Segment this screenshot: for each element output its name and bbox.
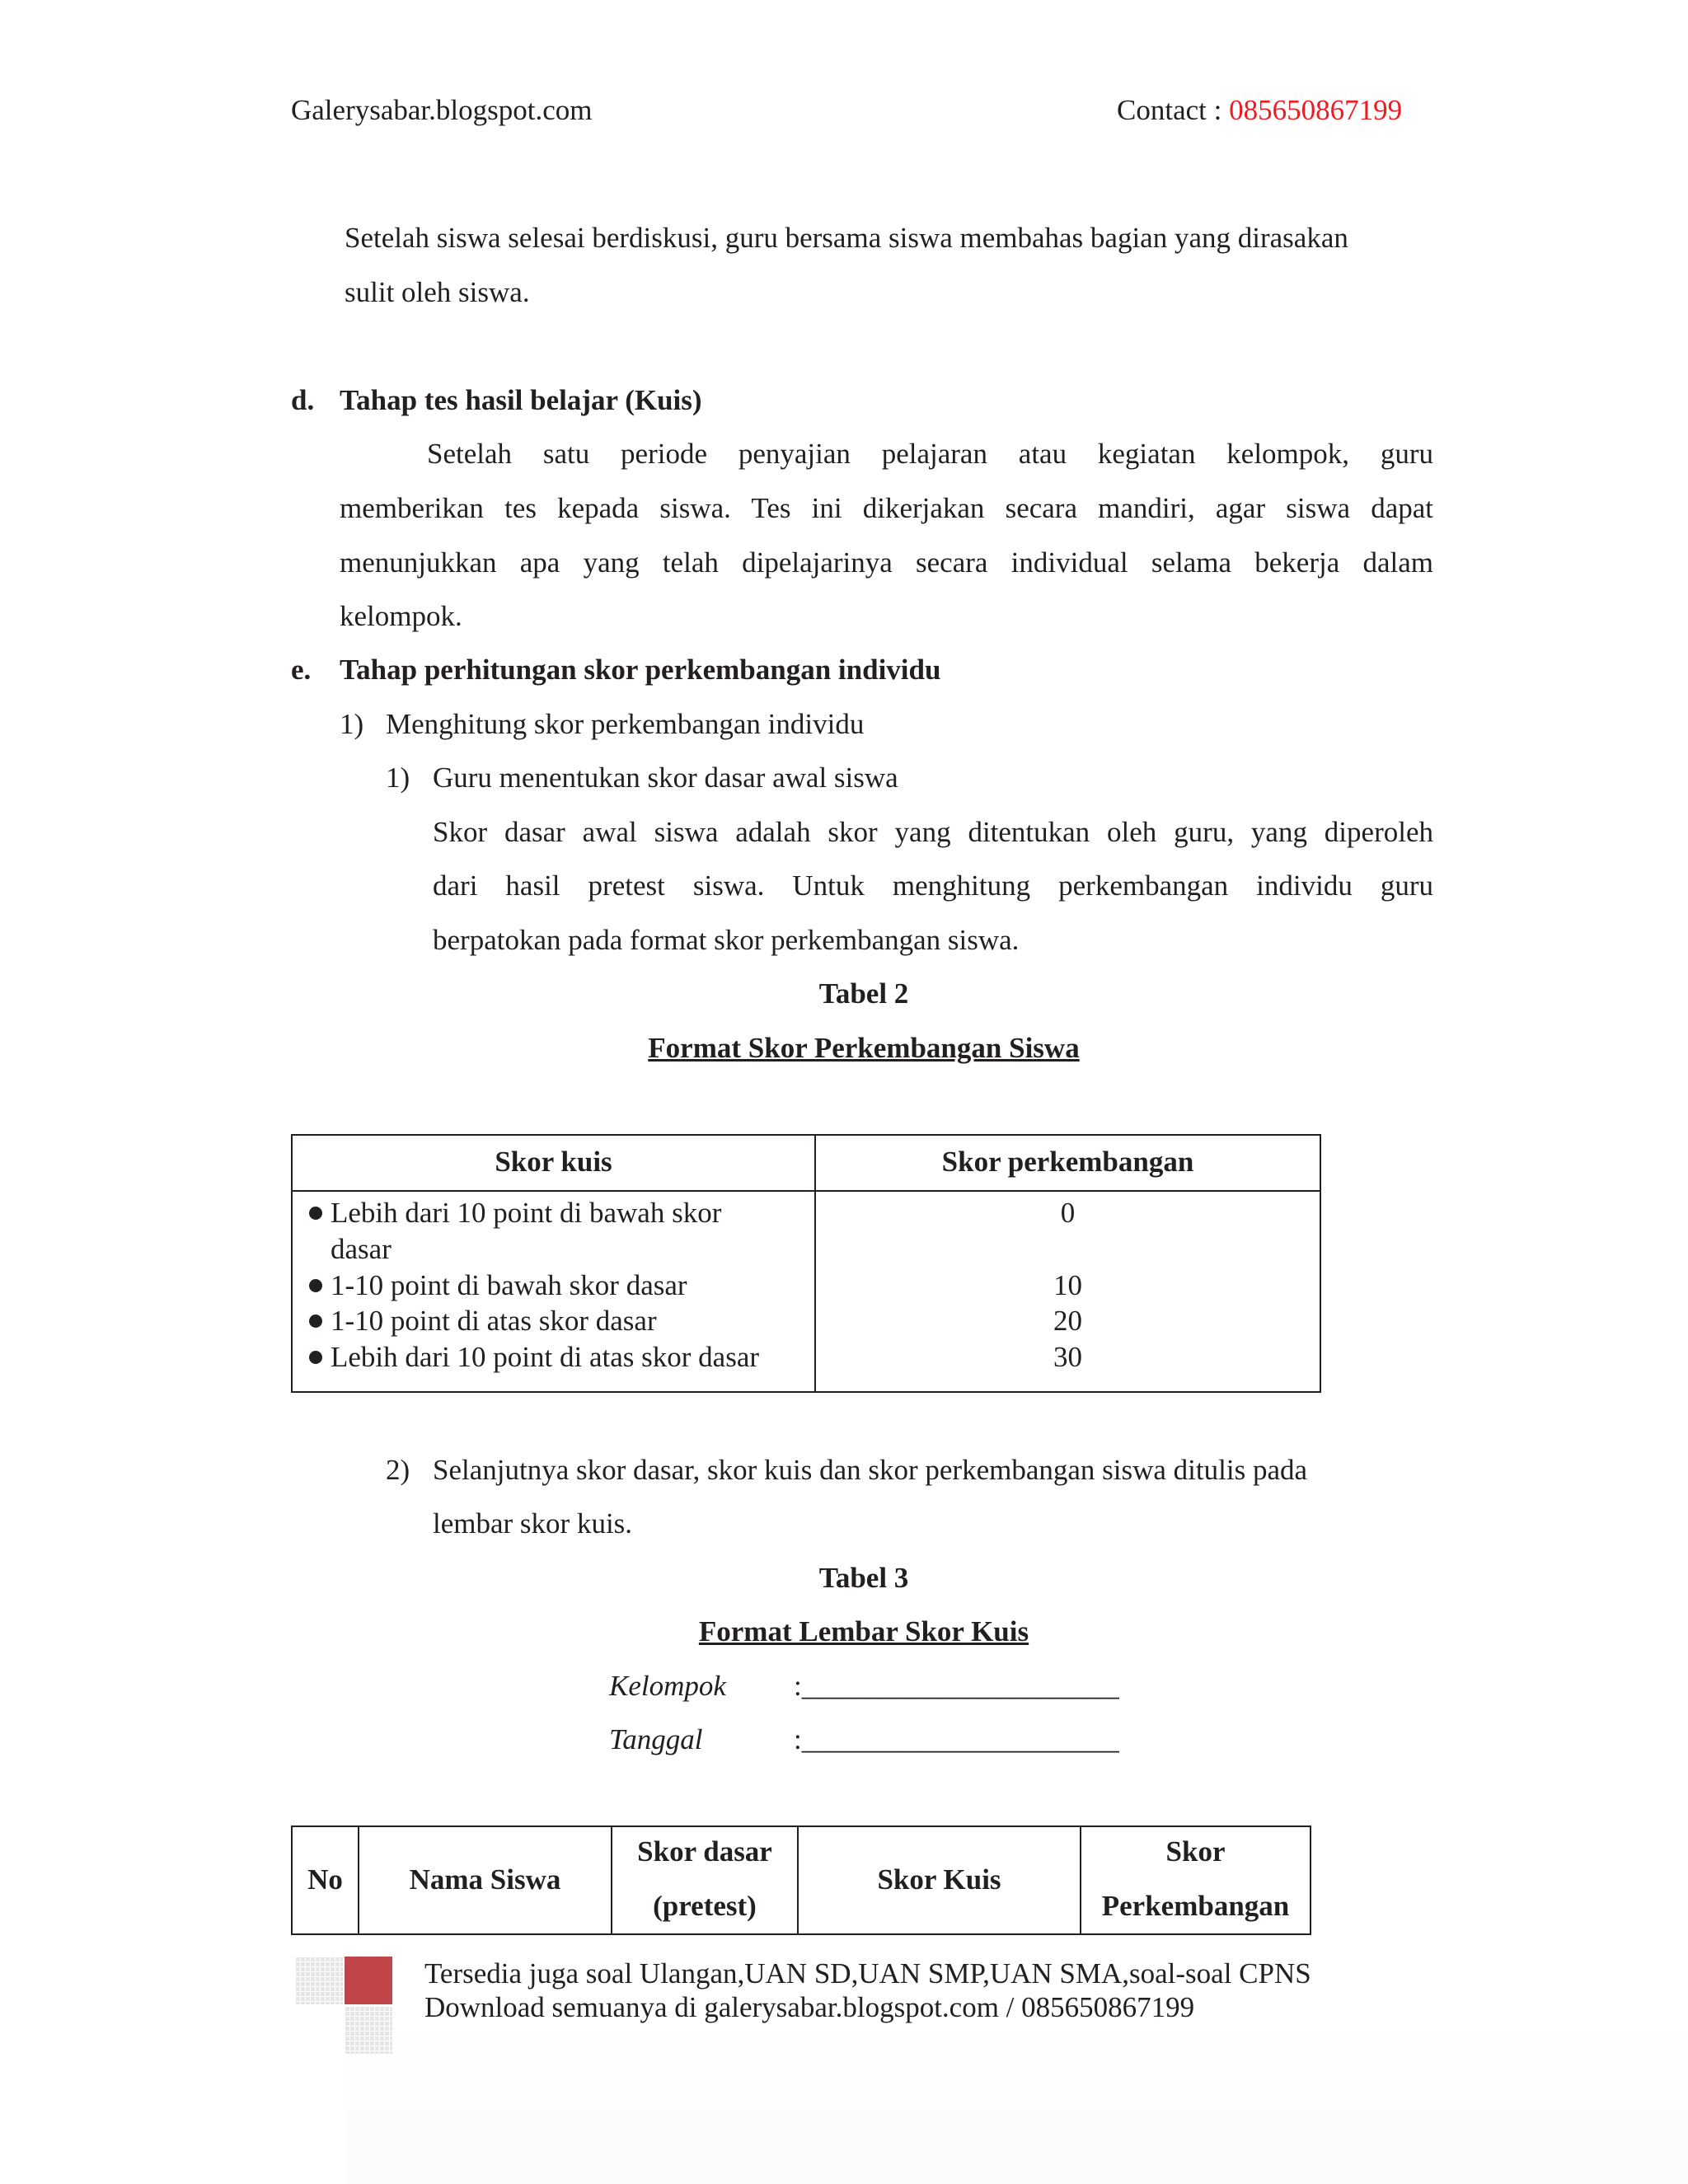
table-2-label: Tabel 2 <box>818 977 909 1010</box>
item-1-num: 1) <box>340 708 364 740</box>
logo-grid-square-lower <box>345 2006 392 2054</box>
sub-1-line-1: Skor dasar awal siswa adalah skor yang ditentukan oleh guru, yang diperoleh <box>433 816 1433 848</box>
kelompok-field: :______________________ <box>794 1670 1119 1702</box>
bullet-icon <box>309 1207 322 1220</box>
table-2-row-1-score: 0 <box>1060 1197 1076 1229</box>
intro-line-1: Setelah siswa selesai berdiskusi, guru bersama siswa membahas bagian yang dirasakan <box>345 222 1348 254</box>
intro-line-2: sulit oleh siswa. <box>345 276 530 308</box>
tanggal-label: Tanggal <box>609 1723 703 1755</box>
table-3-header-no: No <box>307 1863 343 1896</box>
logo-grid-square <box>295 1957 343 2004</box>
table-2 <box>291 1134 1321 1393</box>
tanggal-field: :______________________ <box>794 1723 1119 1755</box>
table-2-row-1-quiz: Lebih dari 10 point di bawah skor <box>309 1195 721 1231</box>
bullet-icon <box>309 1351 322 1364</box>
table-3-label: Tabel 3 <box>818 1562 909 1594</box>
table-2-row-3-quiz: 1-10 point di atas skor dasar <box>309 1303 657 1339</box>
table-2-row-4-score: 30 <box>1053 1341 1082 1373</box>
page-shadow <box>346 2011 1688 2184</box>
section-d-line-4: kelompok. <box>340 600 462 632</box>
table-2-row-4-quiz: Lebih dari 10 point di atas skor dasar <box>309 1339 759 1376</box>
table-3-header-nama: Nama Siswa <box>409 1863 561 1896</box>
table-3-title: Format Lembar Skor Kuis <box>698 1615 1029 1647</box>
step-2-line-2: lembar skor kuis. <box>433 1507 633 1540</box>
item-1-text: Menghitung skor perkembangan individu <box>386 708 865 740</box>
section-d-title: Tahap tes hasil belajar (Kuis) <box>340 384 702 416</box>
table-2-header-development: Skor perkembangan <box>941 1146 1194 1178</box>
table-3 <box>291 1825 1311 1935</box>
sub-1-line-3: berpatokan pada format skor perkembangan siswa. <box>433 924 1020 956</box>
table-2-row-3-score: 20 <box>1053 1305 1082 1337</box>
contact-label: Contact : <box>1117 94 1230 126</box>
table-2-title: Format Skor Perkembangan Siswa <box>648 1032 1080 1064</box>
sub-1-line-2: dari hasil pretest siswa. Untuk menghitung perkembangan individu guru <box>433 869 1433 902</box>
section-d-line-3: menunjukkan apa yang telah dipelajarinya secara individual selama bekerja dalam <box>340 546 1433 579</box>
header-contact <box>1117 92 1402 129</box>
step-2-line-1: Selanjutnya skor dasar, skor kuis dan skor perkembangan siswa ditulis pada <box>433 1454 1308 1486</box>
section-e-marker: e. <box>291 654 312 686</box>
section-d-line-2: memberikan tes kepada siswa. Tes ini dikerjakan secara mandiri, agar siswa dapat <box>340 492 1433 524</box>
table-3-header-kuis: Skor Kuis <box>877 1863 1001 1896</box>
table-2-header-quiz: Skor kuis <box>495 1146 612 1178</box>
footer-line-2: Download semuanya di galerysabar.blogspot.com / 085650867199 <box>424 1991 1195 2023</box>
table-2-row-1-quiz-cont: dasar <box>331 1233 392 1265</box>
section-d-line-1: Setelah satu periode penyajian pelajaran atau kegiatan kelompok, guru <box>427 438 1433 470</box>
table-3-header-perk-1: Skor <box>1165 1835 1226 1868</box>
header-site: Galerysabar.blogspot.com <box>291 94 593 126</box>
table-2-row-2-score: 10 <box>1053 1269 1082 1301</box>
table-2-header-divider <box>293 1190 1320 1192</box>
kelompok-label: Kelompok <box>609 1670 726 1702</box>
step-2-num: 2) <box>386 1454 410 1486</box>
section-d-marker: d. <box>291 384 315 416</box>
contact-phone: 085650867199 <box>1229 94 1403 126</box>
section-e-title: Tahap perhitungan skor perkembangan individu <box>340 654 941 686</box>
table-3-header-perk-2: Perkembangan <box>1101 1890 1290 1922</box>
bullet-icon <box>309 1279 322 1292</box>
table-3-header-dasar-2: (pretest) <box>653 1890 757 1922</box>
table-3-header-dasar-1: Skor dasar <box>637 1835 772 1868</box>
bullet-icon <box>309 1315 322 1328</box>
sub-1-text: Guru menentukan skor dasar awal siswa <box>433 762 898 794</box>
table-2-row-2-quiz: 1-10 point di bawah skor dasar <box>309 1268 687 1304</box>
footer-line-1: Tersedia juga soal Ulangan,UAN SD,UAN SMP,UAN SMA,soal-soal CPNS <box>424 1957 1311 1990</box>
logo-red-square <box>345 1957 392 2004</box>
sub-1-num: 1) <box>386 762 410 794</box>
